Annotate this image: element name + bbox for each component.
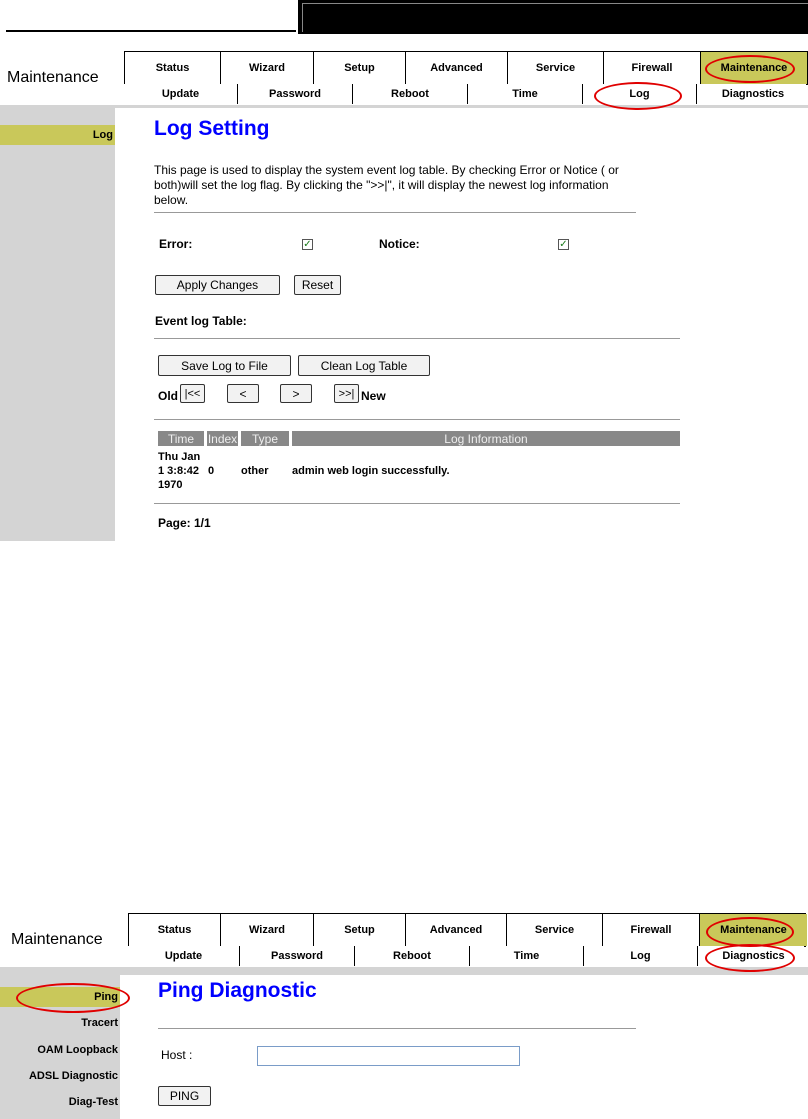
tab-advanced[interactable]: Advanced (406, 914, 507, 946)
ping-button[interactable]: PING (158, 1086, 211, 1106)
old-label: Old (158, 389, 178, 403)
col-type: Type (241, 431, 289, 446)
tab-service[interactable]: Service (507, 914, 603, 946)
tab-status[interactable]: Status (125, 52, 221, 84)
next-page-button[interactable]: > (280, 384, 312, 403)
reset-button[interactable]: Reset (294, 275, 341, 295)
notice-checkbox[interactable]: ✓ (559, 239, 568, 250)
subtab-password[interactable]: Password (240, 946, 355, 966)
diag-divider (158, 1028, 636, 1029)
sub-tabs-2 (128, 946, 804, 966)
main-tabs (124, 51, 808, 85)
clean-log-button[interactable]: Clean Log Table (298, 355, 430, 376)
apply-changes-button[interactable]: Apply Changes (155, 275, 280, 295)
error-label: Error: (159, 237, 193, 251)
page-indicator: Page: 1/1 (158, 516, 211, 530)
header-divider-2 (0, 967, 808, 975)
diag-panel (0, 910, 808, 1119)
col-log-info: Log Information (292, 431, 680, 446)
sidebar-item-ping[interactable]: Ping (0, 987, 120, 1007)
sidebar-item-oam-loopback[interactable]: OAM Loopback (37, 1044, 118, 1056)
diag-sidebar (0, 975, 120, 1119)
tab-firewall[interactable]: Firewall (604, 52, 701, 84)
host-input[interactable] (257, 1046, 520, 1066)
row-time-2: 1 3:8:42 (158, 465, 199, 477)
header-divider (0, 105, 808, 108)
subtab-log[interactable]: Log (584, 946, 698, 966)
subtab-reboot[interactable]: Reboot (353, 84, 468, 104)
divider-4 (154, 503, 680, 504)
new-label: New (361, 389, 386, 403)
event-log-label: Event log Table: (155, 314, 247, 328)
subtab-log[interactable]: Log (583, 84, 697, 104)
page-title: Log Setting (154, 117, 270, 140)
col-time: Time (158, 431, 204, 446)
sidebar-item-adsl-diagnostic[interactable]: ADSL Diagnostic (28, 1070, 118, 1082)
sidebar-item-tracert[interactable]: Tracert (81, 1017, 118, 1029)
header-banner-inner (302, 3, 808, 32)
tab-firewall[interactable]: Firewall (603, 914, 700, 946)
row-info: admin web login successfully. (292, 465, 450, 477)
tab-advanced[interactable]: Advanced (406, 52, 508, 84)
error-checkbox[interactable]: ✓ (303, 239, 312, 250)
prev-page-button[interactable]: < (227, 384, 259, 403)
subtab-diagnostics[interactable]: Diagnostics (722, 950, 785, 962)
sub-tabs (124, 84, 806, 104)
save-log-button[interactable]: Save Log to File (158, 355, 291, 376)
tab-status[interactable]: Status (129, 914, 221, 946)
tab-maintenance[interactable]: Maintenance (700, 914, 807, 946)
subtab-password[interactable]: Password (238, 84, 353, 104)
tab-setup[interactable]: Setup (314, 52, 406, 84)
subtab-reboot[interactable]: Reboot (355, 946, 470, 966)
log-panel (0, 47, 808, 541)
notice-label: Notice: (379, 237, 420, 251)
sidebar-item-diag-test[interactable]: Diag-Test (68, 1096, 118, 1108)
tab-service[interactable]: Service (508, 52, 604, 84)
col-index: Index (207, 431, 238, 446)
page-description: This page is used to display the system event log table. By checking Error or Notice ( or both)will set the log flag. By clicking the ">>|", it will display the newest log information below. (154, 163, 619, 207)
subtab-update[interactable]: Update (128, 946, 240, 966)
row-time-3: 1970 (158, 479, 183, 491)
host-label: Host : (161, 1048, 193, 1062)
divider-1 (154, 212, 636, 213)
diag-title: Ping Diagnostic (158, 979, 317, 1002)
divider-2 (154, 338, 680, 339)
tab-maintenance[interactable]: Maintenance (701, 52, 807, 84)
divider-3 (154, 419, 680, 420)
sidebar-item-log[interactable]: Log (0, 125, 115, 145)
tab-wizard[interactable]: Wizard (221, 914, 314, 946)
first-page-button[interactable]: |<< (180, 384, 205, 403)
tab-setup[interactable]: Setup (314, 914, 406, 946)
section-label-2: Maintenance (11, 931, 103, 948)
sidebar (0, 108, 115, 541)
subtab-time[interactable]: Time (468, 84, 583, 104)
main-tabs-2 (128, 913, 806, 947)
section-label: Maintenance (7, 69, 99, 86)
subtab-time[interactable]: Time (470, 946, 584, 966)
tab-wizard[interactable]: Wizard (221, 52, 314, 84)
header-rule (6, 30, 296, 32)
last-page-button[interactable]: >>| (334, 384, 359, 403)
subtab-diagnostics[interactable]: Diagnostics (721, 88, 785, 100)
row-time-1: Thu Jan (158, 451, 201, 463)
row-index: 0 (208, 465, 215, 477)
row-type: other (241, 465, 269, 477)
subtab-update[interactable]: Update (124, 84, 238, 104)
